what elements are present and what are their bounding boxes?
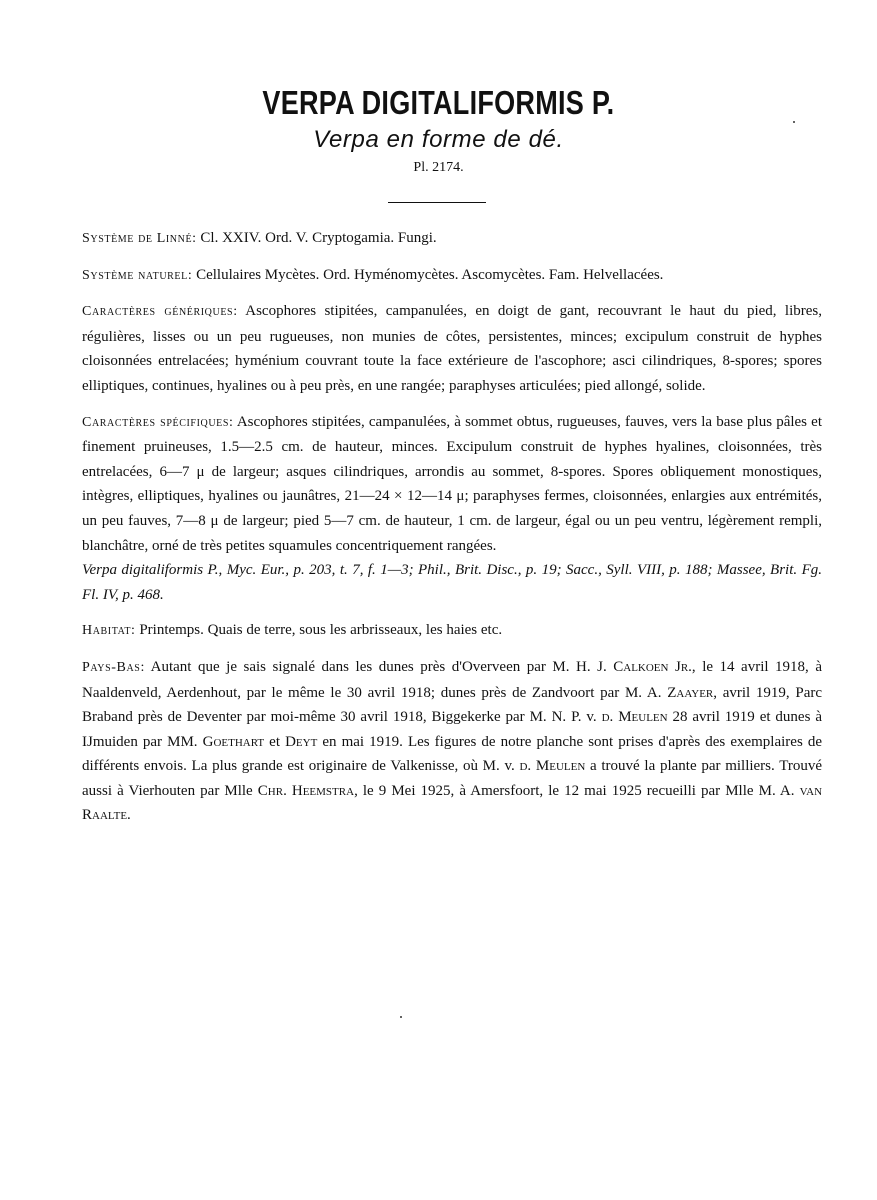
netherlands-text: , le 14 avril 1918, à Naaldenveld, Aerdenhout, par le même le 30 avril 1918; dunes près de Zandvoort par M. A. (82, 658, 822, 701)
linne-label: Système de Linné: (82, 231, 197, 246)
collector-name: Zaayer (667, 684, 714, 701)
netherlands-text: , le 9 Mei 1925, à Amersfoort, le 12 mai 1925 recueilli par Mlle M. A. (354, 782, 800, 799)
linne-paragraph (82, 226, 822, 252)
species-title: VERPA DIGITALIFORMIS P. (262, 84, 615, 121)
species-subtitle: Verpa en forme de dé. (313, 126, 564, 153)
specific-characters-text: Ascophores stipitées, campanulées, à sommet obtus, rugueuses, fauves, vers la base plus pâles et finement pruineuses, 1.5—2.5 cm. de hauteur, minces. Excipulum construit de hyphes hyalines, cloisonnées, très entrelacées, 6—7 μ de largeur; asques cilindriques, arrondis au sommet, 8-spores. Spores obliquement monostiques, intègres, elliptiques, hyalines ou jaunâtres, 21—24 × 12—14 μ; paraphyses fermes, cloisonnées, enlargies aux entrémités, un peu fauves, 7—8 μ de largeur; pied 5—7 cm. de hauteur, 1 cm. de largeur, égal ou un peu ventru, légèrement rempli, blanchâtre, orné de très petites squamules concentriquement rangées. (82, 413, 822, 554)
habitat-label: Habitat: (82, 623, 136, 639)
naturel-paragraph (82, 263, 822, 289)
linne-text: Cl. XXIV. Ord. V. Cryptogamia. Fungi. (196, 230, 437, 246)
speck-mark (793, 121, 795, 123)
naturel-label: Système naturel: (82, 267, 193, 283)
habitat-text: Printemps. Quais de terre, sous les arbrisseaux, les haies etc. (135, 622, 503, 639)
description-body (82, 226, 822, 839)
collector-name: d. Meulen (519, 758, 586, 775)
collector-name: Deyt (285, 733, 318, 750)
speck-mark (400, 1016, 402, 1018)
netherlands-text: en mai 1919. Les figures de notre planche sont prises d'après des exemplaires de différents envois. La plus grande est originaire de Valkenisse, où M. v. (82, 733, 823, 775)
specific-characters-paragraph (82, 410, 822, 559)
netherlands-text: , avril 1919, Parc Braband près de Deventer par moi-même 30 avril 1918, Biggekerke par M. N. P. v. (82, 684, 823, 726)
netherlands-text: . (127, 807, 131, 824)
netherlands-text: 28 avril 1919 et dunes à IJmuiden par MM. (82, 709, 822, 750)
generic-characters-text: Ascophores stipitées, campanulées, en doigt de gant, recouvrant le haut du pied, libres, régulières, lisses ou un peu rugueuses, non munies de côtes, persistentes, minces; excipulum construit de hyphes cloisonnées entrelacées; hyménium couvrant toute la face extérieure de l'ascophore; asci cilindriques, 8-spores; spores elliptiques, continues, hyalines ou à peu près, en une rangée; paraphyses articulées; pied allongé, solide. (82, 303, 822, 394)
netherlands-text: a trouvé la plante par milliers. Trouvé aussi à Vierhouten par Mlle (82, 758, 823, 799)
generic-characters-paragraph (82, 299, 822, 398)
plate-number: Pl. 2174. (413, 160, 464, 175)
netherlands-text: Autant que je sais signalé dans les dunes près d'Overveen par M. H. J. (144, 658, 614, 675)
netherlands-text: et (264, 733, 286, 750)
netherlands-paragraph (82, 655, 822, 828)
naturel-text: Cellulaires Mycètes. Ord. Hyménomycètes. Ascomycètes. Fam. Helvellacées. (192, 266, 664, 283)
collector-name: d. Meulen (601, 709, 668, 726)
collector-name: Goethart (202, 733, 265, 750)
generic-characters-label: Caractères génériques: (82, 304, 238, 320)
specific-characters-label: Caractères spécifiques: (82, 414, 234, 430)
title-divider (388, 202, 486, 203)
references: Verpa digitaliformis P., Myc. Eur., p. 203, t. 7, f. 1—3; Phil., Brit. Disc., p. 19; Sacc., Syll. VIII, p. 188; Massee, Brit. Fg. Fl. IV, p. 468. (82, 562, 822, 603)
collector-name: Calkoen Jr. (613, 658, 692, 675)
netherlands-label: Pays-Bas: (82, 659, 145, 675)
collector-name: van Raalte (82, 782, 823, 824)
habitat-paragraph (82, 618, 822, 644)
collector-name: Chr. Heemstra (257, 782, 355, 799)
